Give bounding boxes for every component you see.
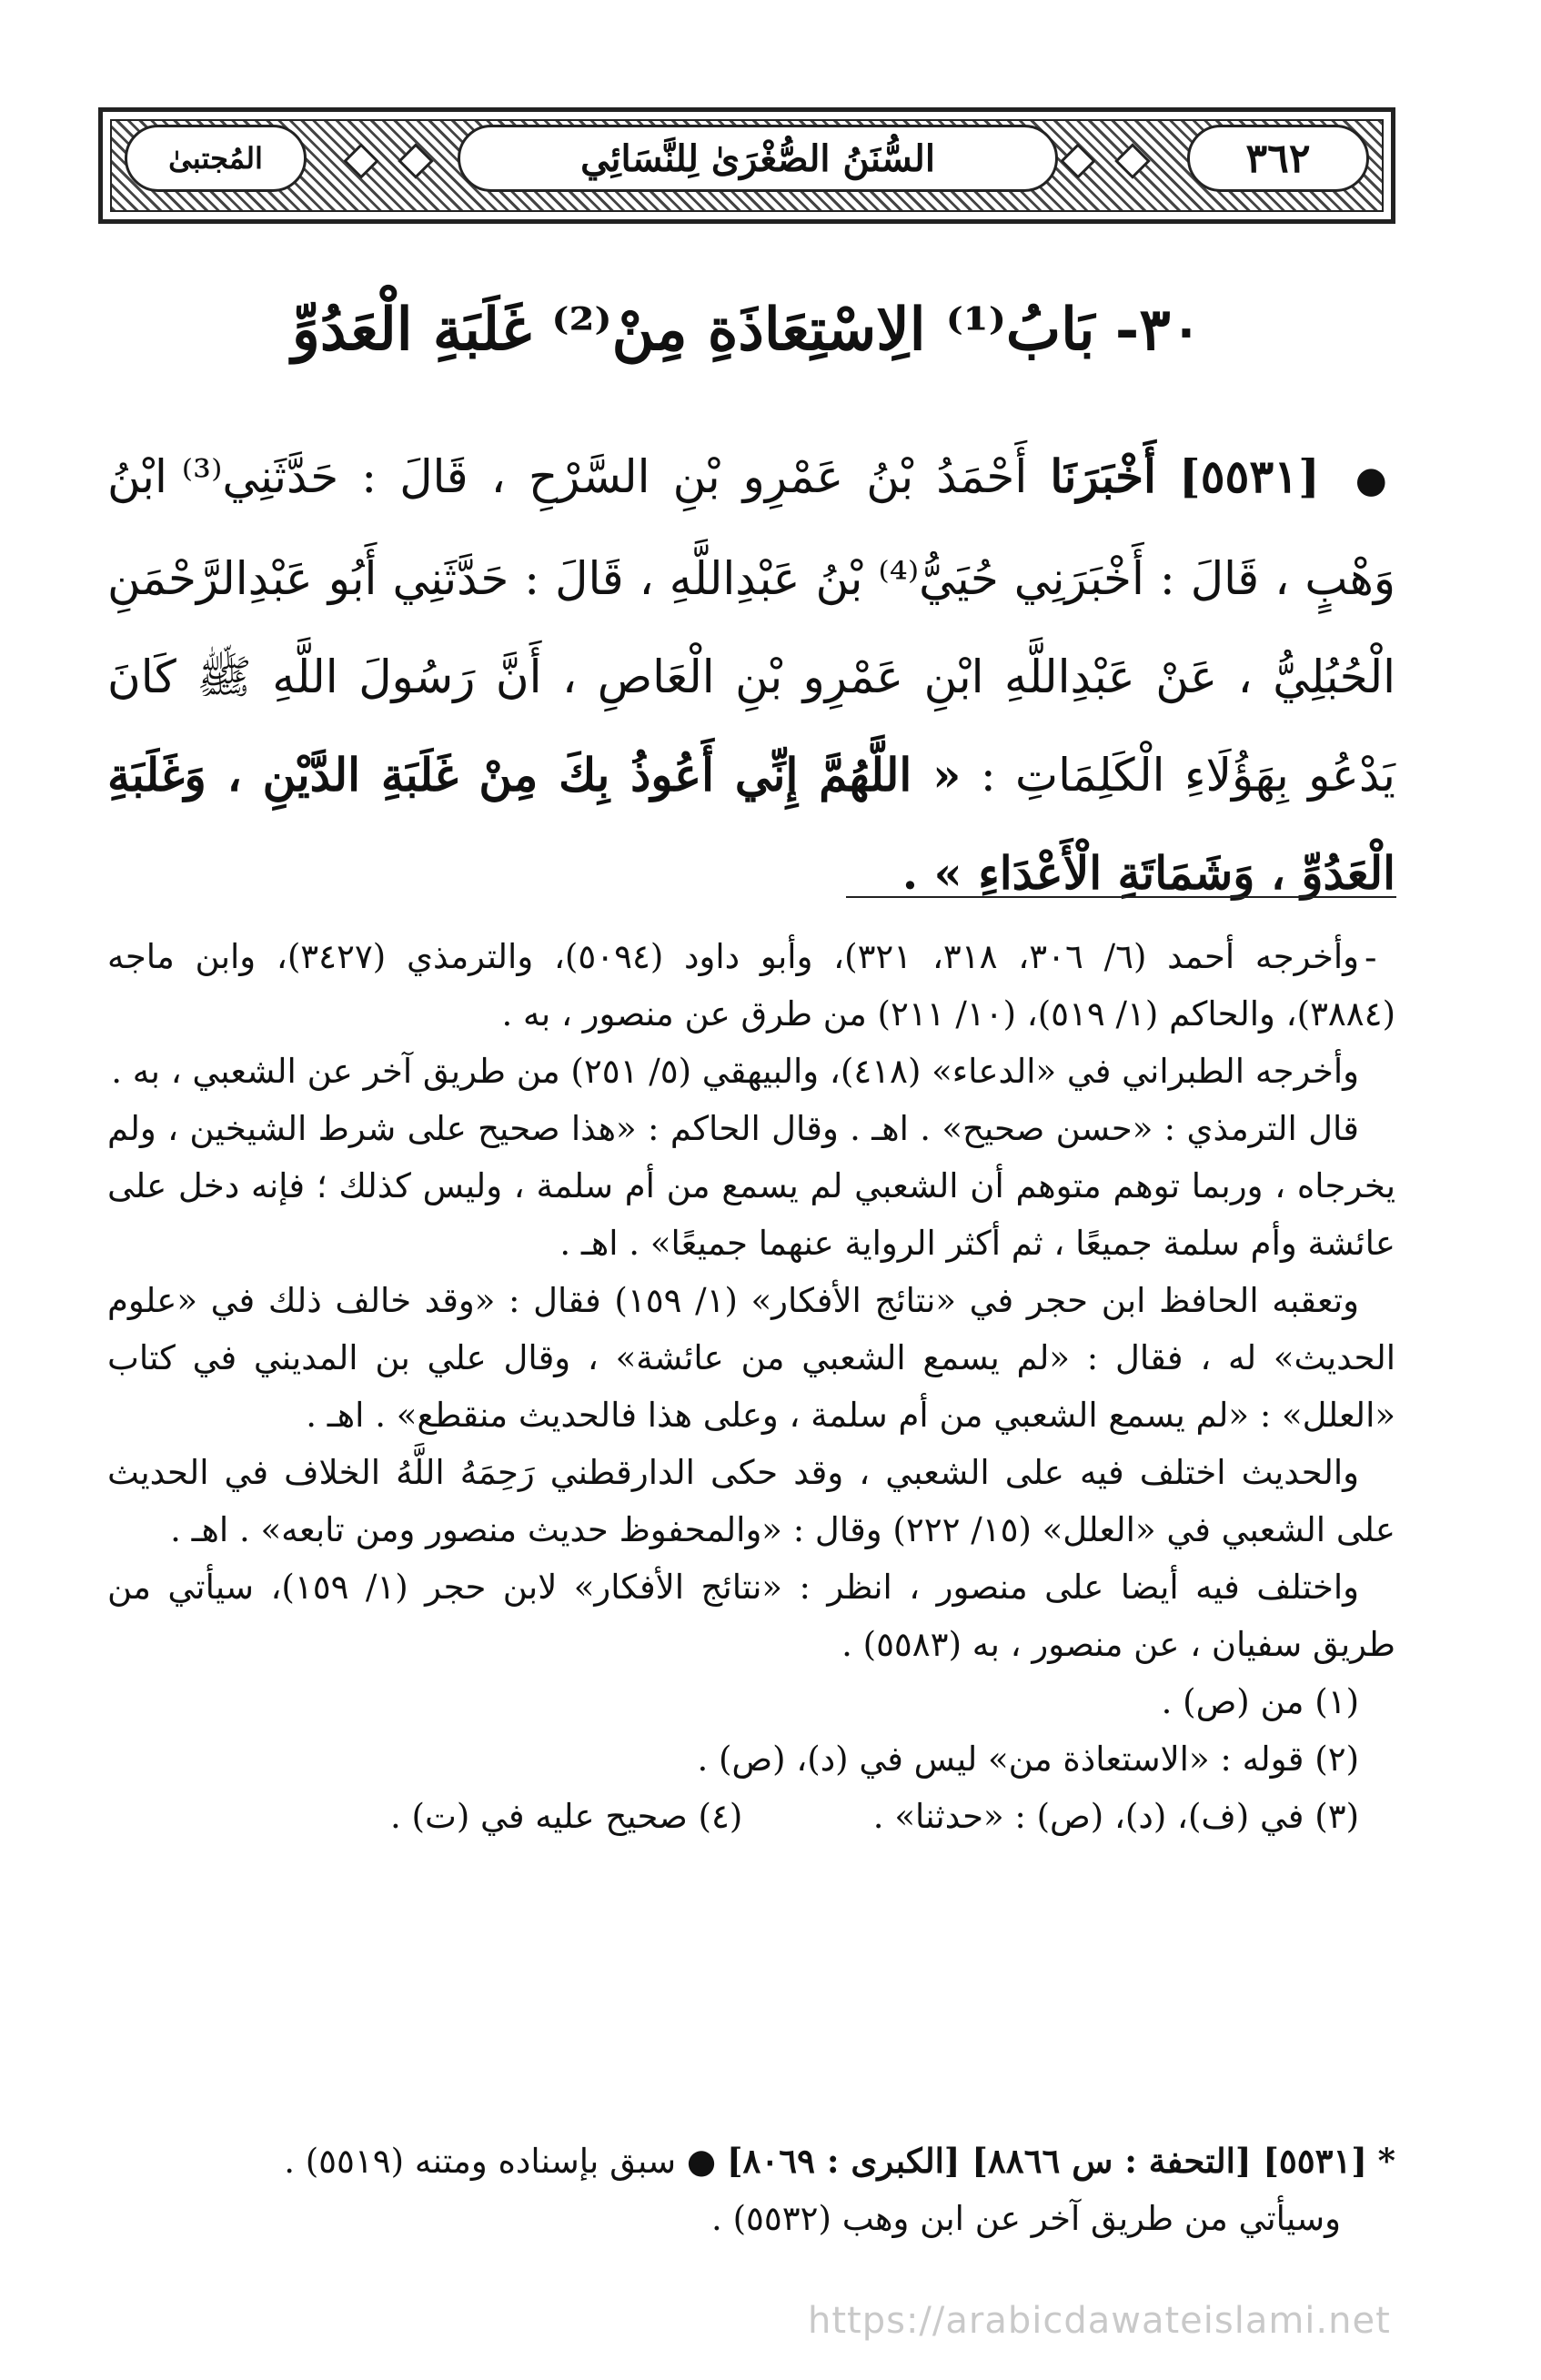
matn-text: « اللَّهُمَّ إِنِّي أَعُوذُ بِكَ مِنْ غَلَبَةِ الدَّيْنِ ، وَغَلَبَةِ الْعَدُوِّ ، وَشَمَاتَةِ الْأَعْدَاءِ » .: [107, 748, 1395, 900]
footnote-4: (٤) صحيح عليه في (ت) .: [390, 1797, 743, 1836]
footnotes: [107, 928, 1395, 1845]
footnote-3: (٣) في (ف)، (د)، (ص) : «حدثنا» .: [872, 1797, 1359, 1836]
bullet-icon: ●: [1355, 459, 1395, 501]
takhrij-paragraph: وتعقبه الحافظ ابن حجر في «نتائج الأفكار» (١/ ١٥٩) فقال : «وقد خالف ذلك في «علوم الحديث» له ، فقال : «لم يسمع الشعبي من عائشة» ، وقال علي بن المديني في كتاب «العلل» : «لم يسمع الشعبي من أم سلمة ، وعلى هذا فالحديث منقطع» . اهـ .: [107, 1281, 1395, 1435]
takhrij-paragraph: واختلف فيه أيضا على منصور ، انظر : «نتائج الأفكار» لابن حجر (١/ ١٥٩)، سيأتي من طريق سفيان ، عن منصور ، به (٥٥٨٣) .: [107, 1568, 1395, 1664]
tuhfa-reference: [107, 2133, 1395, 2247]
hadith-text: [107, 428, 1395, 923]
tuhfa-ref: [٥٥٣١] [التحفة : س ٨٨٦٦] [الكبرى : ٨٠٦٩]: [726, 2141, 1367, 2181]
bullet-icon: ●: [686, 2142, 717, 2181]
numbered-footnote: (٢) قوله : «الاستعاذة من» ليس في (د)، (ص) .: [697, 1740, 1359, 1779]
series-name: المُجتبىٰ: [168, 141, 263, 176]
tuhfa-line2: وسيأتي من طريق آخر عن ابن وهب (٥٥٣٢) .: [711, 2199, 1341, 2238]
page-number: ٣٦٢: [1245, 135, 1311, 182]
footnote-dash: -: [1365, 937, 1377, 979]
page-number-cartouche: [1187, 125, 1369, 192]
tuhfa-note: سبق بإسناده ومتنه (٥٥١٩) .: [284, 2142, 677, 2181]
numbered-footnote-pair: [107, 1788, 1395, 1845]
watermark: https://arabicdawateislami.net: [808, 2300, 1391, 2342]
page-header: [98, 107, 1395, 224]
takhrij-paragraph: وأخرجه أحمد (٦/ ٣٠٦، ٣١٨، ٣٢١)، وأبو داود (٥٠٩٤)، والترمذي (٣٤٢٧)، وابن ماجه (٣٨٨٤)، والحاكم (١/ ٥١٩)، (١٠/ ٢١١) من طرق عن منصور ، به .: [107, 937, 1395, 1034]
takhrij-paragraph: وأخرجه الطبراني في «الدعاء» (٤١٨)، والبيهقي (٥/ ٢٥١) من طريق آخر عن الشعبي ، به .: [111, 1052, 1359, 1091]
book-title-cartouche: [458, 125, 1058, 192]
takhrij-paragraph: والحديث اختلف فيه على الشعبي ، وقد حكى الدارقطني رَحِمَهُ اللَّهُ الخلاف في الحديث على الشعبي في «العلل» (١٥/ ٢٢٢) وقال : «والمحفوظ حديث منصور ومن تابعه» . اهـ .: [107, 1453, 1395, 1549]
chapter-heading: ٣٠- بَابُ⁽¹⁾ الِاسْتِعَاذَةِ مِنْ⁽²⁾ غَلَبَةِ الْعَدُوِّ: [291, 296, 1203, 364]
numbered-footnote: (١) من (ص) .: [1161, 1682, 1359, 1721]
star-icon: *: [1377, 2141, 1395, 2181]
isnad-text: أَحْمَدُ بْنُ عَمْرِو بْنِ السَّرْحِ ، قَالَ : حَدَّثَنِي⁽³⁾ ابْنُ وَهْبٍ ، قَالَ : أَخْبَرَنِي حُيَيُّ⁽⁴⁾ بْنُ عَبْدِاللَّهِ ، قَالَ : حَدَّثَنِي أَبُو عَبْدِالرَّحْمَنِ الْحُبُلِيُّ ، عَنْ عَبْدِاللَّهِ ابْنِ عَمْرِو بْنِ الْعَاصِ ، أَنَّ رَسُولَ اللَّهِ ﷺ كَانَ يَدْعُو بِهَؤُلَاءِ الْكَلِمَاتِ :: [107, 450, 1395, 802]
hadith-number: [٥٥٣١]: [1179, 449, 1320, 503]
takhrij-paragraph: قال الترمذي : «حسن صحيح» . اهـ . وقال الحاكم : «هذا صحيح على شرط الشيخين ، ولم يخرجاه ، وربما توهم متوهم أن الشعبي لم يسمع من أم سلمة ، وليس كذلك ؛ فإنه دخل على عائشة وأم سلمة جميعًا ، ثم أكثر الرواية عنهما جميعًا» . اهـ .: [107, 1109, 1395, 1263]
footnote-separator: [846, 896, 1396, 898]
series-name-cartouche: [125, 125, 307, 192]
book-title: السُّنَنُ الصُّغْرَىٰ لِلنَّسَائِي: [580, 136, 935, 180]
isnad-opening: أَخْبَرَنَا: [1050, 449, 1156, 503]
